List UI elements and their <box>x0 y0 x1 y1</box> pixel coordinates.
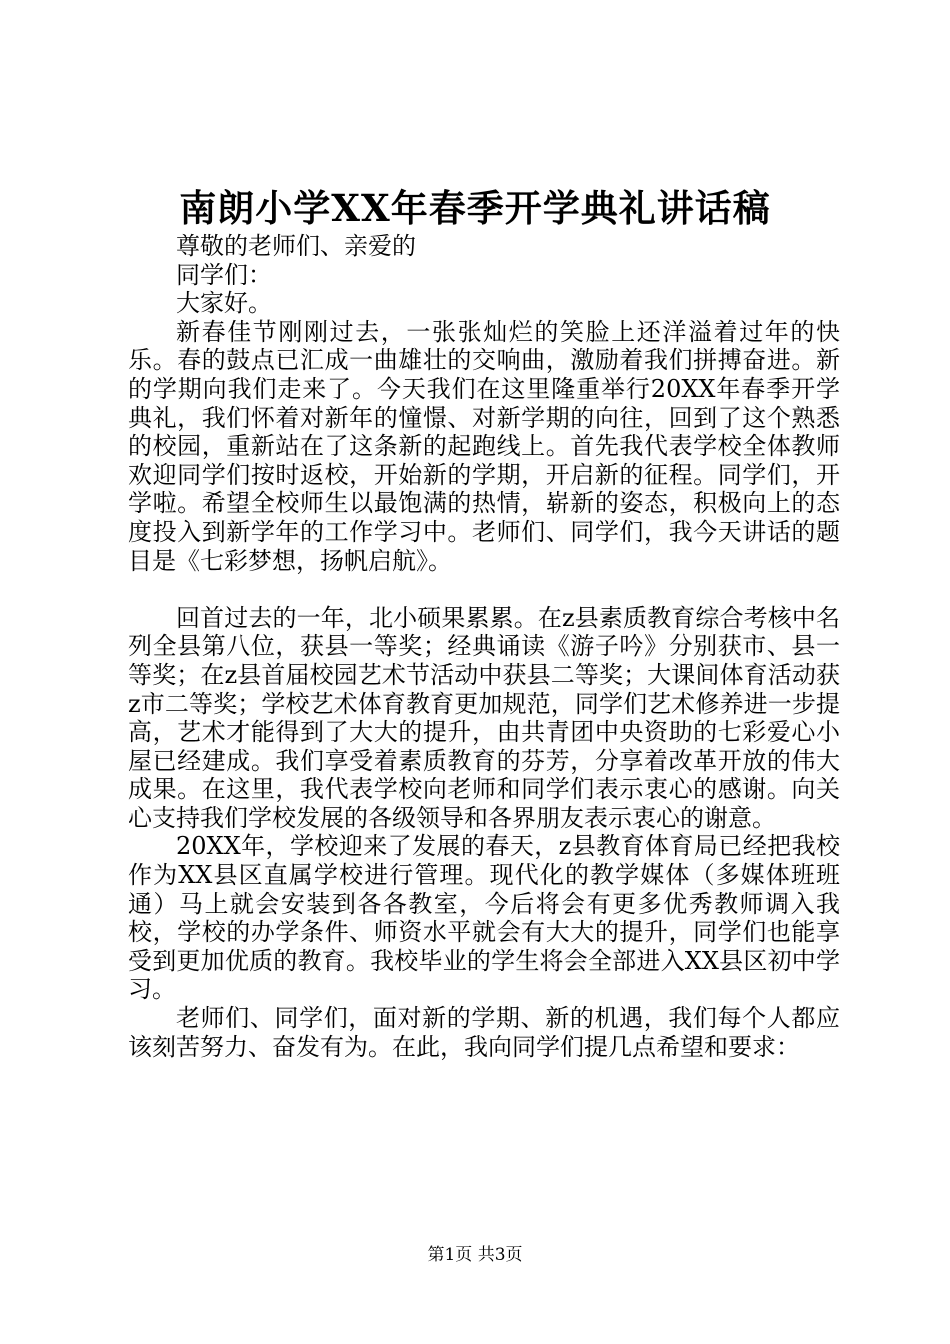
paragraph-opening: 新春佳节刚刚过去，一张张灿烂的笑脸上还洋溢着过年的快乐。春的鼓点已汇成一曲雄壮的交响曲，激励着我们拼搏奋进。新的学期向我们走来了。今天我们在这里隆重举行20XX年春季开学典礼，我们怀着对新年的憧憬、对新学期的向往，回到了这个熟悉的校园，重新站在了这条新的起跑线上。首先我代表学校全体教师欢迎同学们按时返校，开始新的学期，开启新的征程。同学们，开学啦。希望全校师生以最饱满的热情，崭新的姿态，积极向上的态度投入到新学年的工作学习中。老师们、同学们，我今天讲话的题目是《七彩梦想，扬帆启航》。 <box>128 317 840 575</box>
document-body <box>128 232 840 1061</box>
paragraph-achievements: 回首过去的一年，北小硕果累累。在z县素质教育综合考核中名列全县第八位，获县一等奖；经典诵读《游子吟》分别获市、县一等奖；在z县首届校园艺术节活动中获县二等奖；大课间体育活动获z市二等奖；学校艺术体育教育更加规范，同学们艺术修养进一步提高，艺术才能得到了大大的提升，由共青团中央资助的七彩爱心小屋已经建成。我们享受着素质教育的芬芳，分享着改革开放的伟大成果。在这里，我代表学校向老师和同学们表示衷心的感谢。向关心支持我们学校发展的各级领导和各界朋友表示衷心的谢意。 <box>128 603 840 832</box>
page-number: 第1页 共3页 <box>427 1245 523 1265</box>
salutation-line-2: 同学们： <box>176 260 272 289</box>
paragraph-development: 20XX年，学校迎来了发展的春天，z县教育体育局已经把我校作为XX县区直属学校进行管理。现代化的教学媒体（多媒体班班通）马上就会安装到各各教室，今后将会有更多优秀教师调入我校，学校的办学条件、师资水平就会有大大的提升，同学们也能享受到更加优质的教育。我校毕业的学生将会全部进入XX县区初中学习。 <box>128 832 840 1004</box>
paragraph-spacer <box>128 575 840 604</box>
greeting: 大家好。 <box>176 289 272 318</box>
salutation-line-1: 尊敬的老师们、亲爱的 <box>176 232 416 260</box>
document-title: 南朗小学XX年春季开学典礼讲话稿 <box>179 186 771 230</box>
paragraph-expectations: 老师们、同学们，面对新的学期、新的机遇，我们每个人都应该刻苦努力、奋发有为。在此，我向同学们提几点希望和要求： <box>128 1004 840 1061</box>
